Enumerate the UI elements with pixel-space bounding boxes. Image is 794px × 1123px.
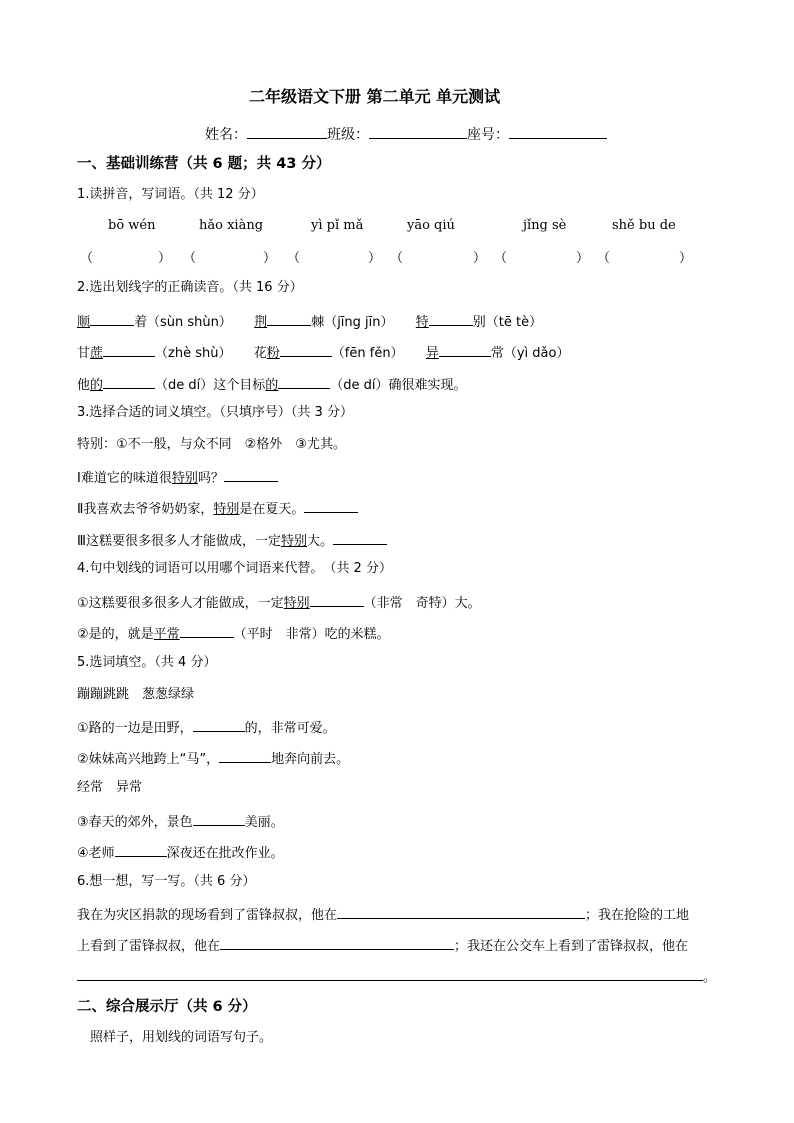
section2-heading: 二、综合展示厅（共 6 分） <box>77 999 257 1015</box>
underlined-char: 的 <box>90 378 104 393</box>
sentence-text: （平时 非常）吃的米糕。 <box>233 627 390 642</box>
word-prefix: 花 <box>253 346 267 361</box>
answer-paren-open-5: （ <box>494 251 508 266</box>
answer-blank[interactable] <box>219 748 271 763</box>
name-blank[interactable] <box>247 124 327 139</box>
answer-paren-close-1: ） <box>158 251 172 266</box>
answer-blank[interactable] <box>115 842 167 857</box>
sentence-text: 上看到了雷锋叔叔，他在 <box>77 939 221 954</box>
q5-sentence-3 <box>77 811 284 832</box>
answer-paren-open-1: （ <box>80 251 94 266</box>
answer-blank[interactable] <box>267 311 311 326</box>
q2-row-1 <box>77 311 542 332</box>
sentence-text: ；我还在公交车上看到了雷锋叔叔，他在 <box>454 939 689 954</box>
sentence-text: 深夜还在批改作业。 <box>166 846 284 861</box>
q5-sentence-4 <box>77 842 284 863</box>
underlined-word: 特别 <box>171 471 198 486</box>
page-title: 二年级语文下册 第二单元 单元测试 <box>249 87 501 106</box>
option-text: 棘（jīng jīn） <box>311 315 394 330</box>
q4-sentence-2 <box>77 623 390 644</box>
student-info-row <box>205 124 607 144</box>
answer-paren-close-2: ） <box>263 251 277 266</box>
class-label: 班级： <box>327 127 369 143</box>
sentence-text: 。 <box>703 970 717 985</box>
name-label: 姓名： <box>205 127 247 143</box>
q2-title: 2.选出划线字的正确读音。（共 16 分） <box>77 280 303 295</box>
sentence-text: 我在为灾区捐款的现场看到了雷锋叔叔，他在 <box>77 908 338 923</box>
underlined-char: 特 <box>415 315 429 330</box>
answer-paren-open-6: （ <box>597 251 611 266</box>
section1-heading: 一、基础训练营（共 6 题；共 43 分） <box>77 156 331 172</box>
sentence-text: 吗？ <box>197 471 224 486</box>
word-prefix: 甘 <box>77 346 91 361</box>
seat-blank[interactable] <box>509 124 607 139</box>
q5-sentence-1 <box>77 717 336 738</box>
q2-row-3 <box>77 374 467 395</box>
sentence-text: ②是的，就是 <box>77 627 154 642</box>
q6-line-1 <box>77 904 689 925</box>
answer-blank[interactable] <box>103 374 155 389</box>
q3-sentence-1 <box>77 467 278 488</box>
sentence-text: ①路的一边是田野， <box>77 721 193 736</box>
q5-title: 5.选词填空。（共 4 分） <box>77 655 217 670</box>
underlined-word: 特别 <box>283 596 310 611</box>
pinyin-4: yāo qiú <box>407 218 455 233</box>
answer-blank[interactable] <box>333 530 387 545</box>
q3-sentence-2 <box>77 498 358 519</box>
underlined-char: 顺 <box>77 315 91 330</box>
q5-sentence-2 <box>77 748 349 769</box>
answer-blank[interactable] <box>278 374 330 389</box>
q6-line-2 <box>77 935 688 956</box>
q5-word-group-1: 蹦蹦跳跳 葱葱绿绿 <box>77 687 195 702</box>
seat-label: 座号： <box>467 127 509 143</box>
underlined-char: 蔗 <box>90 346 104 361</box>
sentence-text: ③春天的郊外，景色 <box>77 815 193 830</box>
answer-paren-close-6: ） <box>679 251 693 266</box>
sentence-text: 大。 <box>306 534 333 549</box>
option-text: （de dí）这个目标 <box>155 378 266 393</box>
underlined-char: 异 <box>425 346 439 361</box>
pinyin-5: jǐng sè <box>523 218 567 233</box>
class-blank[interactable] <box>369 124 467 139</box>
answer-blank[interactable] <box>180 623 234 638</box>
answer-paren-close-3: ） <box>368 251 382 266</box>
option-text: （de dí）确很难实现。 <box>330 378 467 393</box>
pinyin-1: bō wén <box>108 218 156 233</box>
q5-word-group-2: 经常 异常 <box>77 780 143 795</box>
answer-paren-open-2: （ <box>183 251 197 266</box>
answer-blank[interactable] <box>220 935 454 950</box>
answer-blank[interactable] <box>224 467 278 482</box>
answer-blank[interactable] <box>193 811 245 826</box>
q4-title: 4.句中划线的词语可以用哪个词语来代替。 （共 2 分） <box>77 561 392 576</box>
q3-title: 3.选择合适的词义填空。（只填序号）（共 3 分） <box>77 405 353 420</box>
q2-row-2 <box>77 342 569 363</box>
q4-sentence-1 <box>77 592 481 613</box>
answer-paren-close-4: ） <box>473 251 487 266</box>
answer-blank[interactable] <box>90 311 134 326</box>
sentence-text: 地奔向前去。 <box>271 752 350 767</box>
sentence-text: ④老师 <box>77 846 115 861</box>
underlined-char: 荆 <box>254 315 268 330</box>
sentence-text: ②妹妹高兴地跨上“马”， <box>77 752 220 767</box>
answer-blank[interactable] <box>337 904 585 919</box>
option-text: （fēn fěn） <box>331 346 404 361</box>
q3-definitions: 特别：①不一般，与众不同 ②格外 ③尤其。 <box>77 437 346 452</box>
q1-title: 1.读拼音，写词语。（共 12 分） <box>77 187 264 202</box>
sentence-text: （非常 奇特）大。 <box>363 596 481 611</box>
sentence-text: Ⅲ这糕要很多很多人才能做成，一定 <box>77 534 281 549</box>
option-text: 常（yì dǎo） <box>490 346 570 361</box>
underlined-word: 特别 <box>213 502 240 517</box>
answer-blank[interactable] <box>439 342 491 357</box>
option-text: 别（tē tè） <box>472 315 543 330</box>
underlined-word: 平常 <box>153 627 180 642</box>
answer-blank[interactable] <box>193 717 245 732</box>
underlined-word: 特别 <box>280 534 307 549</box>
answer-blank[interactable] <box>103 342 155 357</box>
sentence-text: 的，非常可爱。 <box>244 721 336 736</box>
answer-paren-open-4: （ <box>390 251 404 266</box>
word-prefix: 他 <box>77 378 91 393</box>
answer-blank[interactable] <box>310 592 364 607</box>
sentence-text: Ⅱ我喜欢去爷爷奶奶家， <box>77 502 214 517</box>
answer-blank[interactable] <box>429 311 473 326</box>
underlined-char: 的 <box>265 378 279 393</box>
q6-title: 6.想一想，写一写。（共 6 分） <box>77 874 256 889</box>
sentence-text: ①这糕要很多很多人才能做成，一定 <box>77 596 284 611</box>
answer-paren-close-5: ） <box>576 251 590 266</box>
option-text: 着（sùn shùn） <box>134 315 232 330</box>
sentence-text: 美丽。 <box>244 815 284 830</box>
answer-blank[interactable] <box>280 342 332 357</box>
q6-line-3 <box>77 966 716 987</box>
pinyin-2: hǎo xiàng <box>199 218 264 233</box>
answer-blank[interactable] <box>77 966 703 981</box>
underlined-char: 粉 <box>266 346 280 361</box>
pinyin-6: shě bu de <box>612 218 676 233</box>
section2-instruction: 照样子，用划线的词语写句子。 <box>90 1030 273 1045</box>
sentence-text: ；我在抢险的工地 <box>585 908 690 923</box>
option-text: （zhè shù） <box>155 346 232 361</box>
answer-blank[interactable] <box>304 498 358 513</box>
sentence-text: Ⅰ难道它的味道很 <box>77 471 172 486</box>
sentence-text: 是在夏天。 <box>239 502 305 517</box>
q3-sentence-3 <box>77 530 387 551</box>
pinyin-3: yì pǐ mǎ <box>311 218 364 233</box>
answer-paren-open-3: （ <box>287 251 301 266</box>
